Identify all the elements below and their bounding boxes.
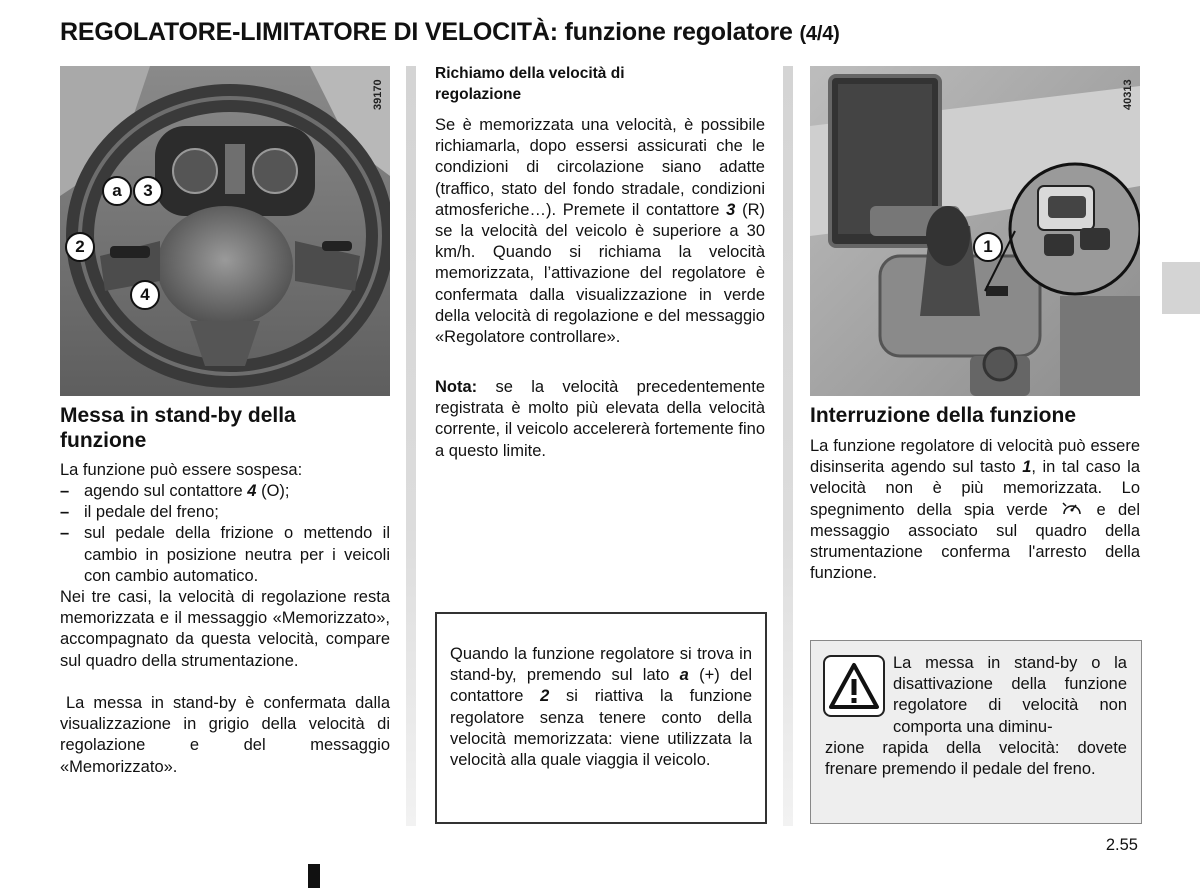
- interruption-paragraph: La funzione regolatore di velocità può essere disinserita agendo sul tasto 1, in tal caso la velocità non è più memorizzata. Lo spegnimento della spia verde e del messaggio associato sul quadro della strumentazione conferma l'arresto della funzione.: [810, 437, 1140, 583]
- title-page-of: (4/4): [799, 23, 840, 45]
- crop-mark: [308, 864, 320, 888]
- standby-list: [60, 481, 390, 587]
- steering-wheel-figure: [60, 66, 390, 396]
- recall-paragraph: Se è memorizzata una velocità, è possibile richiamarla, dopo essersi assicurati che le condizioni di circolazione siano adatte (traffico, stato del fondo stradale, condizioni atmosferiche…). Premete il contattore 3 (R) se la velocità del veicolo è superiore a 30 km/h. Quando si richiama la velocità memorizzata, l’attivazione del regolatore è confermata dalla visualizzazione in verde della velocità di regolazione e del messaggio «Regolatore controllare».: [435, 116, 765, 347]
- list-item: – il pedale del freno;: [60, 503, 219, 522]
- warning-text-top: La messa in stand-by o la disattivazione della funzione regolatore di velocità non comporta una diminu-: [893, 654, 1127, 736]
- warning-triangle-icon: [823, 655, 885, 717]
- callout-4: 4: [130, 280, 160, 310]
- warning-box: [810, 640, 1142, 824]
- page-number: 2.55: [1105, 836, 1138, 854]
- figure-code: 39170: [372, 79, 384, 110]
- column-separator-left: [406, 66, 416, 826]
- console-figure: [810, 66, 1140, 396]
- standby-intro: La funzione può essere sospesa:: [60, 461, 303, 479]
- section-thumb-tab: [1162, 262, 1200, 314]
- interruption-heading: Interruzione della funzione: [810, 404, 1077, 427]
- warning-text-bottom: zione rapida della velocità: dovete frenare premendo il pedale del freno.: [825, 739, 1127, 779]
- callout-1: 1: [973, 232, 1003, 262]
- cruise-indicator-icon: [1060, 500, 1084, 518]
- steering-wheel-illustration: [60, 66, 390, 396]
- standby-heading: Messa in stand-by della funzione: [60, 404, 296, 452]
- recall-heading: Richiamo della velocità di regolazione: [435, 65, 625, 103]
- console-illustration: [810, 66, 1140, 396]
- list-item: – sul pedale della frizione o mettendo il cambio in posizione neutra per i veicoli con cambio automatico.: [60, 524, 390, 585]
- list-item: – agendo sul contattore 4 (O);: [60, 482, 290, 500]
- callout-2: 2: [65, 232, 95, 262]
- standby-paragraph-1: Nei tre casi, la velocità di regolazione resta memorizzata e il messaggio «Memorizzato», accompagnato da questa velocità, compare sul quadro della strumentazione.: [60, 588, 390, 670]
- column-separator-right: [783, 66, 793, 826]
- recall-note: Nota: se la velocità precedentemente registrata è molto più elevata della velocità corrente, il veicolo accelererà fortemente fino a questo limite.: [435, 378, 765, 460]
- note-box: [435, 612, 767, 824]
- figure-code: 40313: [1122, 79, 1134, 110]
- callout-3: 3: [133, 176, 163, 206]
- callout-a: a: [102, 176, 132, 206]
- note-box-text: Quando la funzione regolatore si trova in stand-by, premendo sul lato a (+) del contattore 2 si riattiva la funzione regolatore senza tenere conto della velocità memorizzata: viene utilizzata la velocità alla quale viaggia il veicolo.: [450, 645, 753, 770]
- page-title: [60, 18, 840, 47]
- title-text: REGOLATORE-LIMITATORE DI VELOCITÀ: funzione regolatore: [60, 18, 793, 46]
- standby-paragraph-2: La messa in stand-by è confermata dalla visualizzazione in grigio della velocità di regolazione e del messaggio «Memorizzato».: [60, 694, 390, 776]
